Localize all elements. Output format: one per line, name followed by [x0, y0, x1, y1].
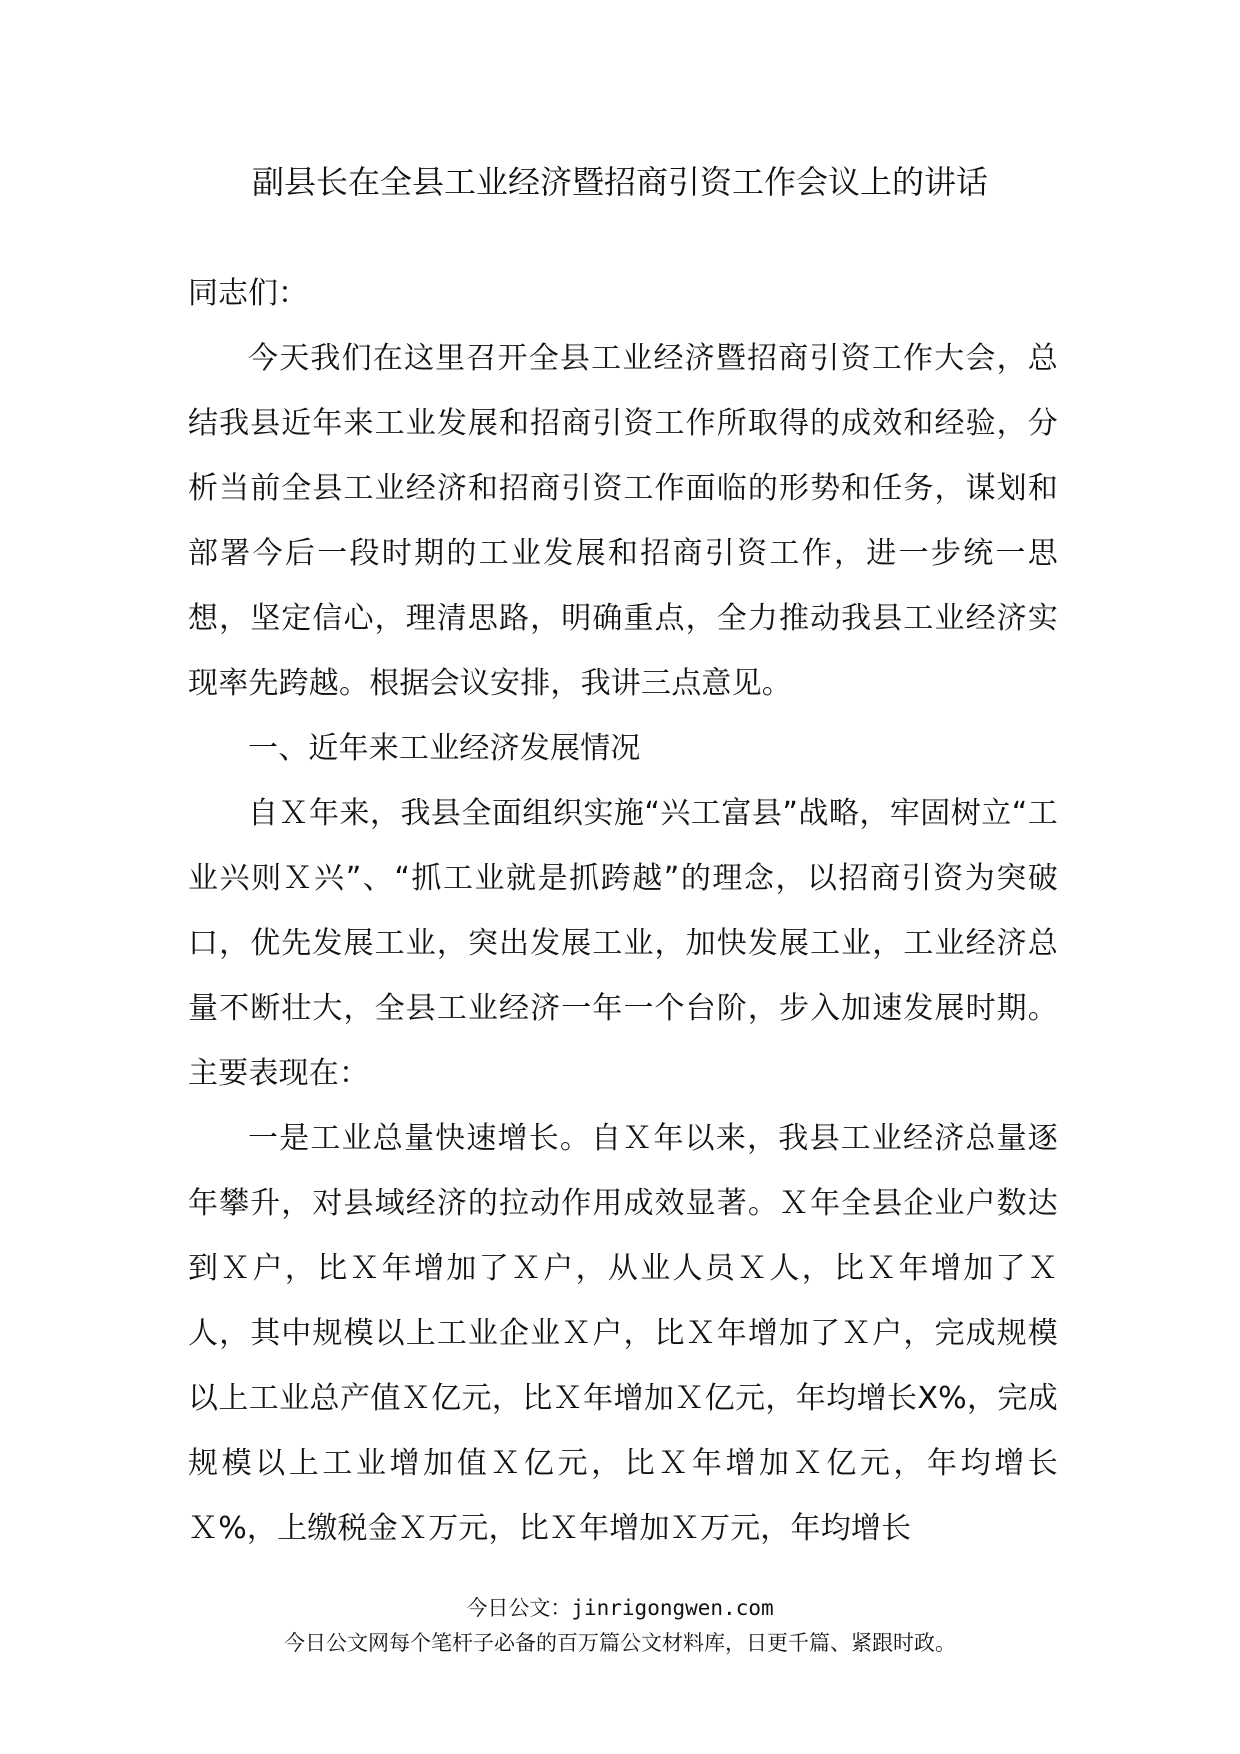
footer-site-line — [0, 1594, 1240, 1622]
salutation: 同志们： — [188, 276, 308, 311]
paragraph-intro: 今天我们在这里召开全县工业经济暨招商引资工作大会，总结我县近年来工业发展和招商引资工作所取得的成效和经验，分析当前全县工业经济和招商引资工作面临的形势和任务，谋划和部署今后一段时期的工业发展和招商引资工作，进一步统一思想，坚定信心，理清思路，明确重点，全力推动我县工业经济实现率先跨越。根据会议安排，我讲三点意见。 — [188, 341, 1058, 701]
footer-site-label: 今日公文： — [466, 1596, 572, 1620]
section-heading: 一、近年来工业经济发展情况 — [248, 731, 641, 766]
footer-site-url[interactable]: jinrigongwen.com — [571, 1596, 774, 1620]
paragraph-point-one: 一是工业总量快速增长。自Ｘ年以来，我县工业经济总量逐年攀升，对县域经济的拉动作用成效显著。Ｘ年全县企业户数达到Ｘ户，比Ｘ年增加了Ｘ户，从业人员Ｘ人，比Ｘ年增加了Ｘ人，其中规模以上工业企业Ｘ户，比Ｘ年增加了Ｘ户，完成规模以上工业总产值Ｘ亿元，比Ｘ年增加Ｘ亿元，年均增长X%，完成规模以上工业增加值Ｘ亿元，比Ｘ年增加Ｘ亿元，年均增长Ｘ%，上缴税金Ｘ万元，比Ｘ年增加Ｘ万元，年均增长 — [188, 1121, 1058, 1546]
document-body — [188, 261, 1058, 1561]
document-title: 副县长在全县工业经济暨招商引资工作会议上的讲话 — [251, 163, 988, 201]
footer-slogan: 今日公文网每个笔杆子必备的百万篇公文材料库，日更千篇、紧跟时政。 — [284, 1631, 956, 1655]
paragraph-overview: 自Ｘ年来，我县全面组织实施“兴工富县”战略，牢固树立“工业兴则Ｘ兴”、“抓工业就是抓跨越”的理念，以招商引资为突破口，优先发展工业，突出发展工业，加快发展工业，工业经济总量不断壮大，全县工业经济一年一个台阶，步入加速发展时期。主要表现在： — [188, 796, 1058, 1091]
